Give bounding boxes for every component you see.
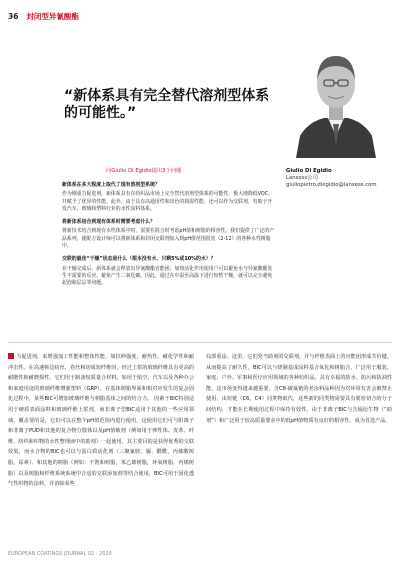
section-divider xyxy=(8,342,392,343)
qa-answer-1: 作为刚重力促进剂，新体系具有在纺织品市场上完全替代溶剂型体系的可能性，极大地降低VOC，并赋予了优异的性能。此外，由于具有高通用性和出色的润湿性能，还可以作为交联剂，有助于开发汽车、玻璃和塑料行业的水性涂料体系。 xyxy=(62,191,274,212)
qa-question-1: 新体系在多大程度上取代了现有溶剂型系统？ xyxy=(62,182,160,188)
section-title: 封闭型异氰酸酯 xyxy=(26,11,79,21)
pull-quote-headline: “新体系具有完全替代溶剂型体系的可能性。” xyxy=(64,88,270,121)
qa-question-3: 交联的最佳“干燥”状态是什么（根本没有水、只剩5%或10%的水）？ xyxy=(62,256,216,263)
qa-answer-3: 在干燥完成后，新体系就会释放出异氰酸酯官能团，加热活化作用使用户可以避免水与异氰酸酯发生不需要的反应，避免产生二氧化碳。因此，通过在中温至高温下进行短暂干燥，就可以完全避免起泡和层层等问题。 xyxy=(62,265,273,287)
page-number: 36 xyxy=(8,11,19,21)
body-column-right xyxy=(206,352,392,426)
interviewee-company: Lanxess公司 xyxy=(286,175,318,181)
qa-answer-2: 将新技术结合到现有水性体系中时，需要在混合时考虑pH值和树脂的相容性。我们提供了广泛的产品系列，使配方设计师可以将新体系和封闭交联剂加入到pH值范围很宽（2-12）的各种水性树脂中。 xyxy=(62,228,275,250)
continuation-bullet-icon xyxy=(8,353,14,359)
qa-question-2: 将新体系结合到现有体系时需要考虑什么？ xyxy=(62,219,155,226)
interviewee-photo xyxy=(290,40,382,158)
interviewee-info xyxy=(286,168,377,189)
page-footer: EUROPEAN COATINGS JOURNAL 02 - 2020 xyxy=(8,552,112,557)
portrait-image xyxy=(290,40,382,158)
interviewee-email: giuliopietro.diegidio@lanxess.com xyxy=(286,182,377,188)
body-text-right: 局部重涂。这里，它们充当助剂的交联剂，并与纤维表面上的官能团形成共价键，从而提高了耐久性。BIC可以与烧制基成涂料基合氧化和树脂合，广泛用于服装、家庭、户外、军事和医疗应用领域的各种纺织品，具有幸福的防水、防污和防油性能，这市场变得越来越重要，含C8-碳氟链的老涂料品种因为对环境有害会被禁止使用，由短链（C6、C4）同类物取代，这些新的同类物需要具有要密切合的分子间结构，才能在长期使用过程中保持有效性，由于非离子BIC与含辐衍生物（“助剂”）和广泛用于较高质量要求中的低pH值物质有良好的相容性，成为首选产品。 xyxy=(206,354,392,424)
interviewee-name: Giulio Di Egidio xyxy=(286,168,332,174)
body-column-left xyxy=(8,352,194,490)
qa-section xyxy=(62,182,276,288)
page-header xyxy=(8,10,79,22)
body-text-left: 力促进剂，来增强加工性能和整体性能，如拉伸强度，耐热性，耐化学性和耐冲击性。在高速拆边纺丝，卷丝和切成短纤维时，经过上浆的玻璃纤维具有更高的耐磨性和耐磨损性。它们用于制备短质量合材料，如用于航空、汽车以及各种办公和家庭用途的玻璃纤维增强塑料（GRP）。在基体树脂界面和相对应发生的复杂固化过程中，某些BIC可增加玻璃纤维与树脂基体之间的结合力。 因素于BIC特别适用于硬质表面涂料和玻璃纤维上浆剂，而非离子型BIC适用于其他的一些应用领域，覆盖要的是，它们可以在整个pH值范围内进行使用，这使用它们可与阳离子和非离子PUD和其他的复合物分散体以及pH值敏剂（例如用于弹性体、皮革、纤维、纺织和织物的水性整理液中的助剂）一起使用，其主要目的是获得优秀的交联效果，而水合物的BIC也可以与蛋白质活化剂（三聚氰胺，脲，酰酰，丙烯酸树脂，尿素）、和其他的树脂（例如：不饱和树脂，苯乙烯树脂，环氧树脂，丙烯树脂）以及树脂和纤维系统系统中合适的交联添加剂等结合使用，BIC可用于固化透气性织物的涂料，并消除某些 xyxy=(8,354,194,488)
interview-intro: 向Giulio Di Egidio提出3个问题 xyxy=(106,168,182,174)
